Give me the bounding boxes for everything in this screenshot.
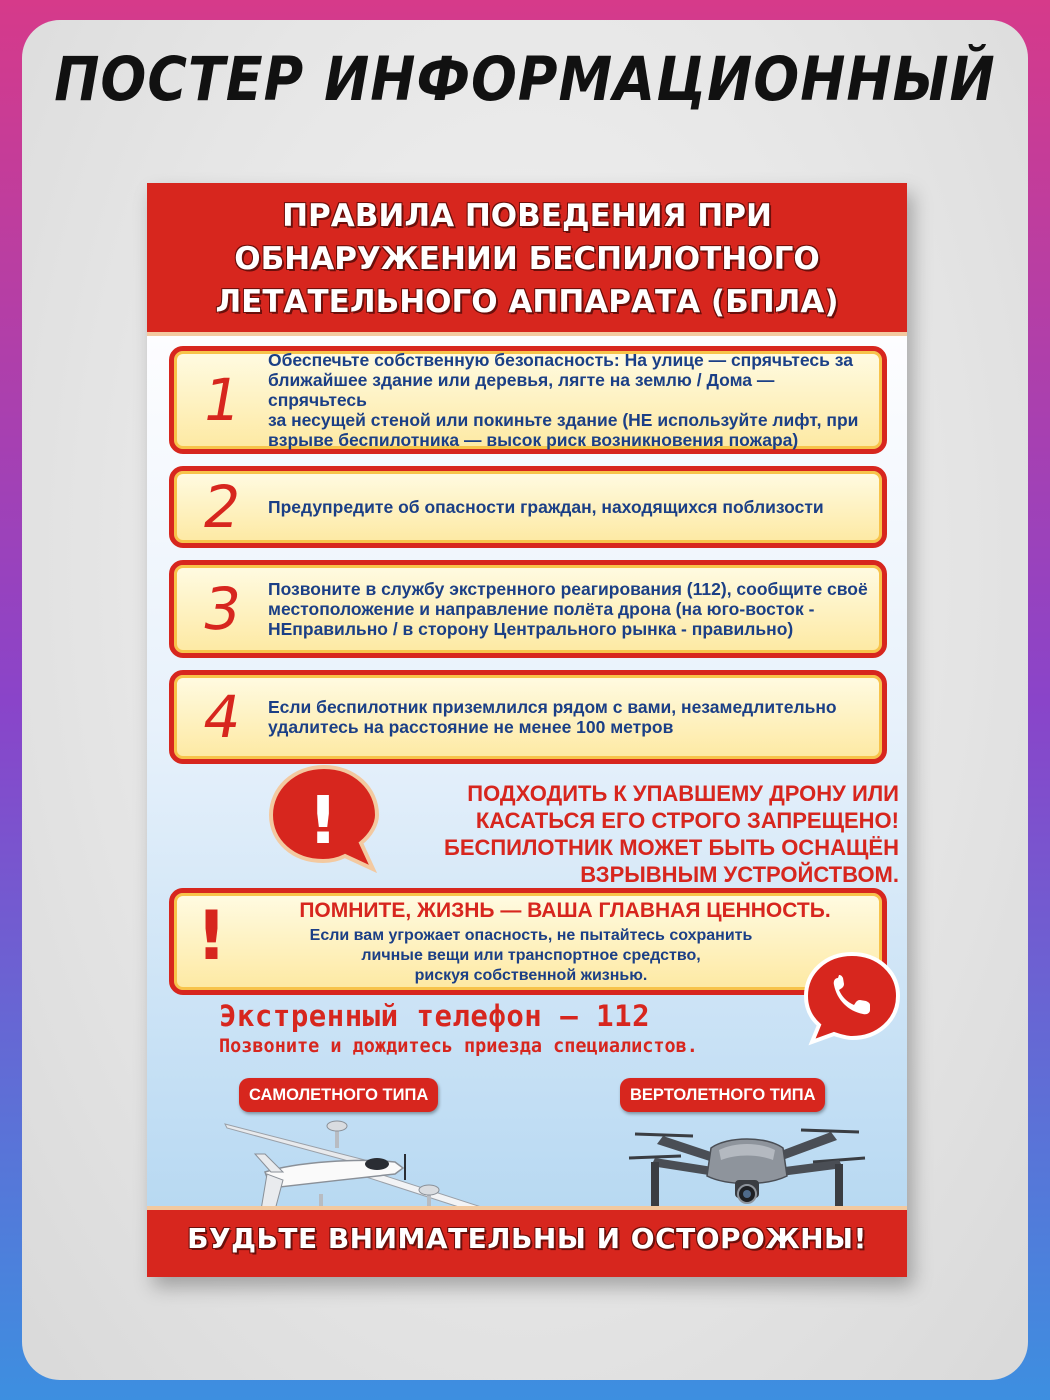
poster-title-line: ЛЕТАТЕЛЬНОГО АППАРАТА (БПЛА) xyxy=(215,284,839,320)
warning-mark: ! xyxy=(307,782,339,859)
poster-title-line: ПРАВИЛА ПОВЕДЕНИЯ ПРИ xyxy=(282,198,772,234)
warning-line: КАСАТЬСЯ ЕГО СТРОГО ЗАПРЕЩЕНО! xyxy=(475,808,899,833)
warning-text xyxy=(387,780,899,888)
rule-line: взрыве беспилотника — высок риск возникновения пожара) xyxy=(268,430,799,450)
rule-line: ближайшее здание или деревья, лягте на землю / Дома — спрячьтесь xyxy=(268,370,775,410)
rule-line: удалитесь на расстояние не менее 100 метров xyxy=(268,717,674,737)
poster-frame xyxy=(22,20,1028,1380)
remember-line: рискуя собственной жизнью. xyxy=(414,967,648,984)
poster-body xyxy=(147,336,907,1206)
rule-1-box xyxy=(169,346,887,454)
rule-line: Обеспечьте собственную безопасность: На улице — спрячьтесь за xyxy=(268,350,853,370)
info-poster xyxy=(147,183,907,1277)
rule-number: 4 xyxy=(197,683,247,751)
rule-text xyxy=(268,697,868,737)
rule-text xyxy=(268,350,868,450)
remember-mark: ! xyxy=(196,897,228,976)
remember-line: личные вещи или транспортное средство, xyxy=(361,947,701,964)
rule-text xyxy=(268,579,868,639)
poster-footer xyxy=(147,1206,907,1277)
remember-text xyxy=(260,926,802,986)
rule-number: 2 xyxy=(197,473,247,541)
rule-line: за несущей стеной или покиньте здание (НЕ используйте лифт, при xyxy=(268,410,859,430)
rule-number: 3 xyxy=(197,575,247,643)
emergency-subtitle: Позвоните и дождитесь приезда специалистов. xyxy=(219,1036,698,1057)
warning-line: ВЗРЫВНЫМ УСТРОЙСТВОМ. xyxy=(580,862,899,887)
warning-line: ПОДХОДИТЬ К УПАВШЕМУ ДРОНУ ИЛИ xyxy=(467,781,899,806)
poster-header xyxy=(147,183,907,336)
rule-text xyxy=(268,497,868,517)
poster-title xyxy=(147,195,907,324)
emergency-phone: Экстренный телефон – 112 xyxy=(219,999,651,1033)
rule-line: Если беспилотник приземлился рядом с вами, незамедлительно xyxy=(268,697,837,717)
rule-2-box xyxy=(169,466,887,548)
rule-3-box xyxy=(169,560,887,658)
remember-line: Если вам угрожает опасность, не пытайтесь сохранить xyxy=(309,927,753,944)
warning-line: БЕСПИЛОТНИК МОЖЕТ БЫТЬ ОСНАЩЁН xyxy=(444,835,899,860)
footer-slogan: БУДЬТЕ ВНИМАТЕЛЬНЫ И ОСТОРОЖНЫ! xyxy=(187,1222,867,1255)
poster-title-line: ОБНАРУЖЕНИИ БЕСПИЛОТНОГО xyxy=(234,241,820,277)
phone-bubble-icon xyxy=(802,950,902,1046)
rule-line: Предупредите об опасности граждан, находящихся поблизости xyxy=(268,497,824,517)
rule-number: 1 xyxy=(197,366,247,434)
plane-type-badge: САМОЛЕТНОГО ТИПА xyxy=(239,1078,438,1112)
rule-line: Позвоните в службу экстренного реагирования (112), сообщите своё xyxy=(268,579,868,599)
page-title: ПОСТЕР ИНФОРМАЦИОННЫЙ xyxy=(54,44,996,115)
heli-type-badge: ВЕРТОЛЕТНОГО ТИПА xyxy=(620,1078,825,1112)
rule-line: НЕправильно / в сторону Центрального рынка - правильно) xyxy=(268,619,794,639)
rule-line: местоположение и направление полёта дрона (на юго-восток - xyxy=(268,599,815,619)
remember-box xyxy=(169,888,887,995)
exclamation-bubble-icon xyxy=(265,761,383,873)
remember-title: ПОМНИТЕ, ЖИЗНЬ — ВАША ГЛАВНАЯ ЦЕННОСТЬ. xyxy=(299,899,831,922)
rule-4-box xyxy=(169,670,887,764)
